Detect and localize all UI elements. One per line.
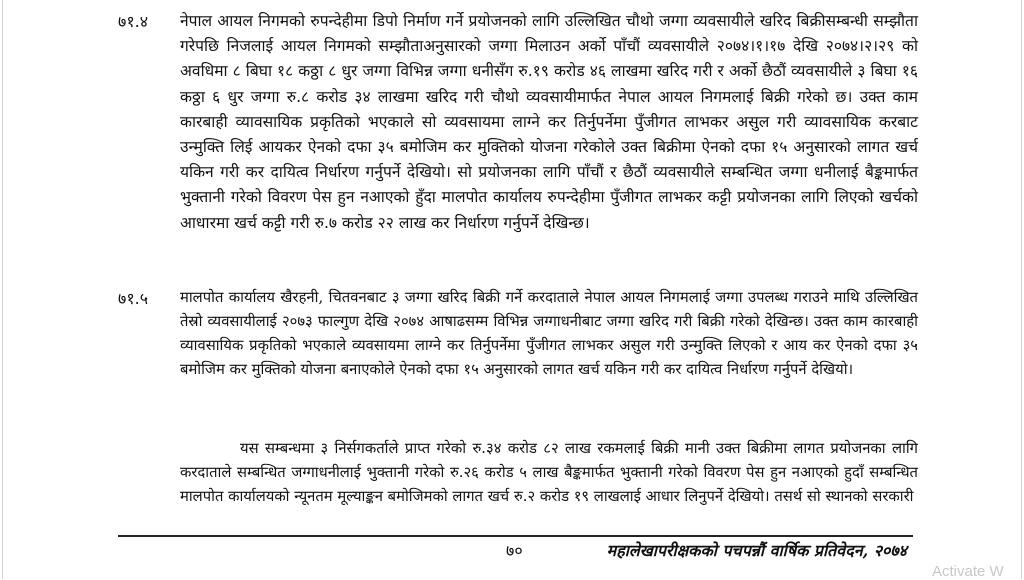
page-footer (118, 539, 913, 563)
right-margin-line (1021, 0, 1022, 579)
section-body: नेपाल आयल निगमको रुपन्देहीमा डिपो निर्माण गर्ने प्रयोजनको लागि उल्लिखित चौथो जग्गा व्यवसायीले खरिद बिक्रीसम्बन्धी सम्झौता गरेपछि निजलाई आयल निगमको सम्झौताअनुसारको जग्गा मिलाउन अर्को पाँचौं व्यवसायीले २०७४।१।१७ देखि २०७४।२।२९ को अवधिमा ८ बिघा १८ कठ्ठा ८ धुर जग्गा विभिन्न जग्गा धनीसँग रु.१९ करोड ४६ लाखमा खरिद गरी र अर्को छैठौं व्यवसायीले ३ बिघा १६ कठ्ठा ६ धुर जग्गा रु.८ करोड ३४ लाखमा खरिद गरी चौथो व्यवसायीमार्फत नेपाल आयल निगमलाई बिक्री गरेको छ। उक्त काम कारबाही व्यावसायिक प्रकृतिको भएकाले सो व्यवसायमा लाग्ने कर तिर्नुपर्नेमा पुँजीगत लाभकर असुल गरी व्यावसायिक करबाट उन्मुक्ति लिई आयकर ऐनको दफा ३५ बमोजिम कर मुक्तिको योजना गरेकोले उक्त बिक्रीमा ऐनको दफा १५ अनुसारको लागत खर्च यकिन गरी कर दायित्व निर्धारण गर्नुपर्ने देखियो। सो प्रयोजनका लागि पाँचौं र छैठौं व्यवसायीले सम्बन्धित जग्गा धनीलाई बैङ्कमार्फत भुक्तानी गरेको विवरण पेस हुन नआएको हुँदा मालपोत कार्यालय रुपन्देहीमा पुँजीगत लाभकर कट्टी प्रयोजनका लागि लिएको खर्चको आधारमा खर्च कट्टी गरी रु.७ करोड २२ लाख कर निर्धारण गर्नुपर्ने देखिन्छ। (180, 12, 918, 232)
section-body: मालपोत कार्यालय खैरहनी, चितवनबाट ३ जग्गा खरिद बिक्री गर्ने करदाताले नेपाल आयल निगमलाई जग्गा उपलब्ध गराउने माथि उल्लिखित तेस्रो व्यवसायीलाई २०७३ फाल्गुण देखि २०७४ आषाढसम्म विभिन्न जग्गाधनीबाट जग्गा खरिद गरी बिक्री गरेको देखिन्छ। उक्त काम कारबाही व्यावसायिक प्रकृतिको भएकाले व्यवसायमा लाग्ने कर तिर्नुपर्नेमा पुँजीगत लाभकर असुल गरी उन्मुक्ति लिएको र आय कर ऐनको दफा ३५ बमोजिम कर मुक्तिको योजना बनाएकोले ऐनको दफा १५ अनुसारको लागत खर्च यकिन गरी कर दायित्व निर्धारण गर्नुपर्ने देखियो। (180, 289, 918, 378)
footer-rule (118, 535, 913, 537)
activate-windows-watermark: Activate W (932, 563, 1004, 580)
section-71-4 (118, 9, 918, 271)
page-number: ७० (506, 541, 523, 560)
section-71-5 (118, 286, 918, 532)
left-margin-line (2, 0, 3, 579)
section-number: ७१.५ (118, 289, 149, 308)
section-number: ७१.४ (118, 12, 149, 31)
report-title: महालेखापरीक्षकको पचपन्नौं वार्षिक प्रतिवेदन, २०७४ (606, 541, 907, 560)
section-paragraph: यस सम्बन्धमा ३ निर्सगकर्ताले प्राप्त गरेको रु.३४ करोड ८२ लाख रकमलाई बिक्री मानी उक्त बिक्रीमा लागत प्रयोजनका लागि करदाताले सम्बन्धित जग्गाधनीलाई भुक्तानी गरेको रु.२६ करोड ५ लाख बैङ्कमार्फत भुक्तानी गरेको विवरण पेस हुन नआएको हुदाँ सम्बन्धित मालपोत कार्यालयको न्यूनतम मूल्याङ्कन बमोजिमको लागत खर्च रु.२ करोड १९ लाखलाई आधार लिनुपर्ने देखियो। तसर्थ सो स्थानको सरकारी (180, 440, 918, 505)
